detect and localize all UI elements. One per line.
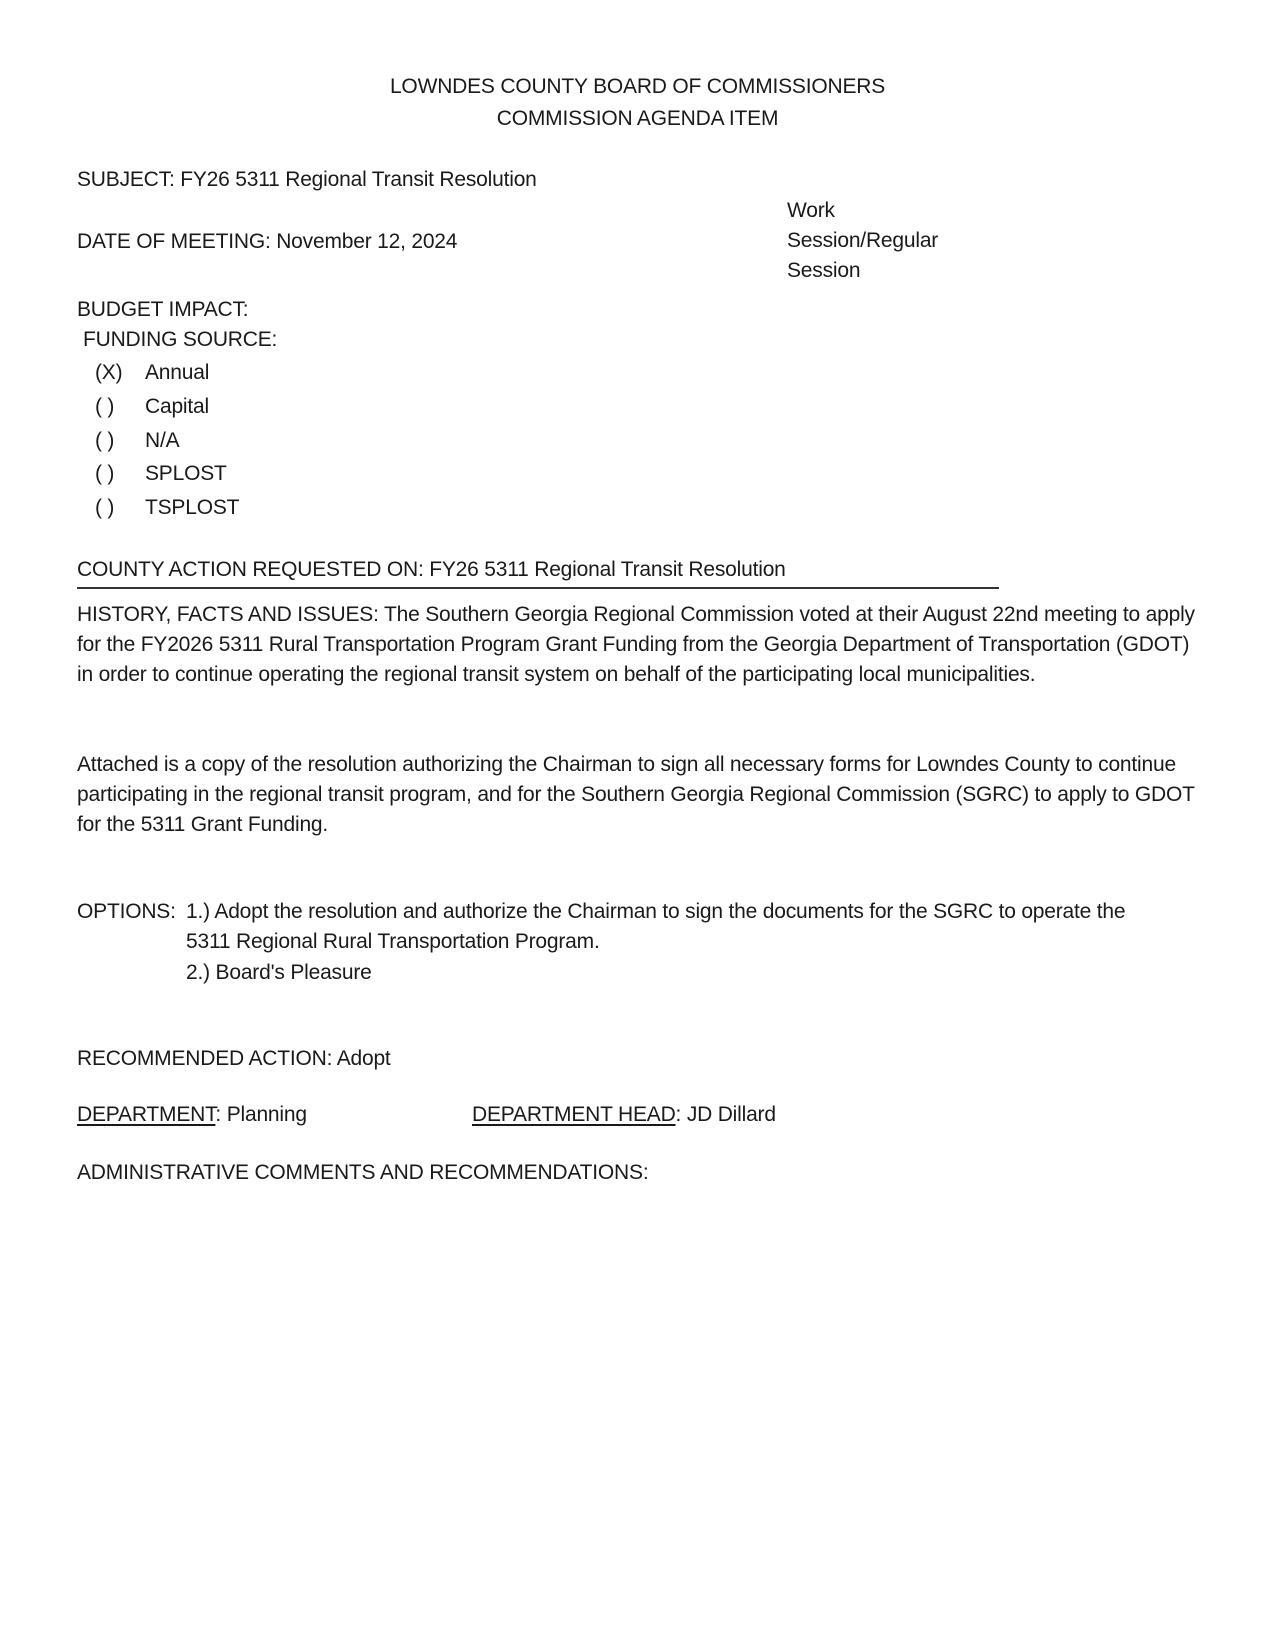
- checkbox-mark: ( ): [95, 496, 115, 519]
- recommended-action: RECOMMENDED ACTION: Adopt: [77, 1047, 391, 1070]
- checkbox-mark: ( ): [95, 429, 115, 452]
- department-head-label: DEPARTMENT HEAD: [472, 1103, 676, 1126]
- administrative-comments: ADMINISTRATIVE COMMENTS AND RECOMMENDATIONS:: [77, 1161, 649, 1184]
- options-label: OPTIONS:: [77, 900, 176, 923]
- budget-impact-label: BUDGET IMPACT:: [77, 298, 249, 321]
- divider-rule: [77, 587, 999, 589]
- document-subtitle: COMMISSION AGENDA ITEM: [496, 107, 779, 130]
- funding-option-capital: ( ) Capital: [95, 392, 209, 422]
- funding-option-tsplost: ( ) TSPLOST: [95, 493, 239, 523]
- session-line-1: Work: [787, 199, 835, 222]
- document-title: LOWNDES COUNTY BOARD OF COMMISSIONERS: [389, 75, 886, 98]
- department-label: DEPARTMENT: [77, 1103, 216, 1126]
- funding-option-annual: (X) Annual: [95, 358, 209, 388]
- attached-note: Attached is a copy of the resolution authorizing the Chairman to sign all necessary forms for Lowndes County to continue participating in the regional transit program, and for the Southern Georgia Regional Commission (SGRC) to apply to GDOT for the 5311 Grant Funding.: [77, 753, 1195, 836]
- department-head-value: : JD Dillard: [675, 1103, 776, 1126]
- option-2: 2.) Board's Pleasure: [186, 961, 372, 984]
- department-value: : Planning: [215, 1103, 307, 1126]
- checkbox-mark: ( ): [95, 462, 115, 485]
- county-action-requested: COUNTY ACTION REQUESTED ON: FY26 5311 Regional Transit Resolution: [77, 558, 786, 581]
- session-line-3: Session: [787, 259, 861, 282]
- subject: SUBJECT: FY26 5311 Regional Transit Resolution: [77, 168, 537, 191]
- department: [77, 1100, 307, 1130]
- session-line-2: Session/Regular: [787, 229, 939, 252]
- funding-option-na: ( ) N/A: [95, 426, 179, 456]
- funding-option-splost: ( ) SPLOST: [95, 459, 227, 489]
- option-1: 1.) Adopt the resolution and authorize the Chairman to sign the documents for the SGRC to operate the 5311 Regional Rural Transportation Program.: [186, 900, 1126, 953]
- funding-source-label: FUNDING SOURCE:: [83, 328, 278, 351]
- checkbox-mark: ( ): [95, 395, 115, 418]
- checkbox-mark: (X): [95, 361, 123, 384]
- history-facts-issues: HISTORY, FACTS AND ISSUES: The Southern Georgia Regional Commission voted at their August 22nd meeting to apply for the FY2026 5311 Rural Transportation Program Grant Funding from the Georgia Department of Transportation (GDOT) in order to continue operating the regional transit system on behalf of the participating local municipalities.: [77, 603, 1195, 686]
- date-of-meeting: DATE OF MEETING: November 12, 2024: [77, 230, 458, 253]
- department-head: [472, 1100, 776, 1130]
